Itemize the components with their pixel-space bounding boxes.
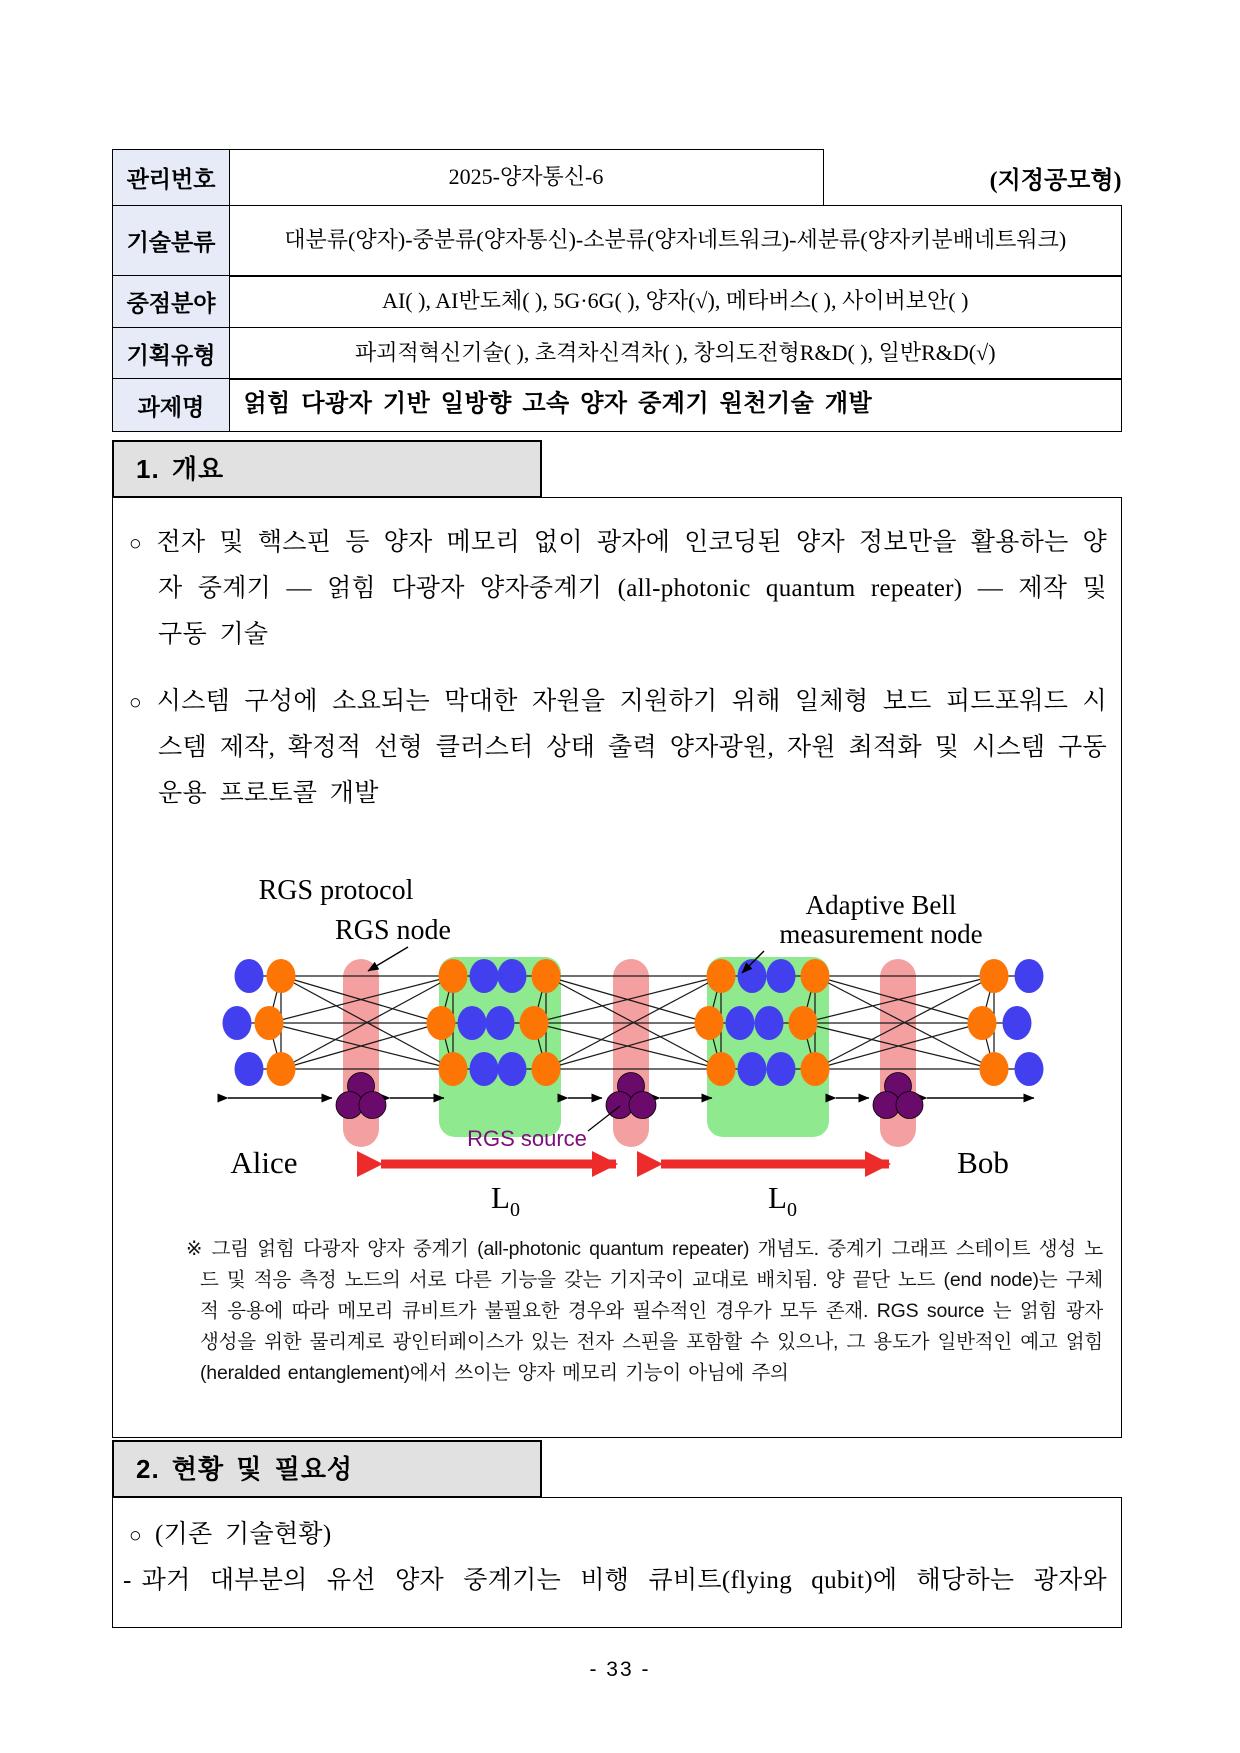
status-dash-line: [113, 1558, 1121, 1604]
photon-node-orange: [968, 1006, 997, 1040]
planning-type-value: 파괴적혁신기술( ), 초격차신격차( ), 창의도전형R&D( ), 일반R&D(√): [229, 327, 1123, 380]
figure-caption: ※ 그림 얽힘 다광자 양자 중계기 (all-photonic quantum repeater) 개념도. 중계기 그래프 스테이트 생성 노드 및 적응 측정 노드의 서로 다른 기능을 갖는 기지국이 교대로 배치됨. 양 끝단 노드 (end node)는 구체적 응용에 따라 메모리 큐비트가 불필요한 경우와 필수적인 경우가 모두 존재. RGS source 는 얽힘 광자 생성을 위한 물리계로 광인터페이스가 있는 전자 스핀을 포함할 수 있으나, 그 용도가 일반적인 예고 얽힘 (heralded entanglement)에서 쓰이는 양자 메모리 기능이 아님에 주의: [186, 1238, 1103, 1384]
photon-node-blue: [235, 959, 264, 993]
label-rgs-node: RGS node: [335, 915, 451, 946]
photon-node-orange: [532, 1052, 561, 1086]
row-label-tech-classification: 기술분류: [112, 205, 230, 277]
table-row: [112, 205, 1122, 277]
section2-header: 2. 현황 및 필요성: [112, 1440, 542, 1498]
label-l0-right: $L_0$: [768, 1180, 797, 1219]
photon-node-blue: [738, 1052, 767, 1086]
photon-node-blue: [767, 959, 796, 993]
photon-node-blue: [498, 1052, 527, 1086]
photon-node-blue: [1015, 959, 1044, 993]
label-adaptive-bell-1: Adaptive Bell: [805, 890, 957, 920]
status-bullet: [113, 1512, 1121, 1558]
photon-node-orange: [520, 1006, 549, 1040]
overview-bullet-1-text: 전자 및 핵스핀 등 양자 메모리 없이 광자에 인코딩된 양자 정보만을 활용하는 양자 중계기 — 얽힘 다광자 양자중계기 (all-photonic quantum repeater) — 제작 및 구동 기술: [156, 529, 1107, 648]
photon-node-orange: [707, 959, 736, 993]
section2-content-box: [112, 1497, 1122, 1628]
rgs-source-cluster: [359, 1092, 386, 1119]
overview-bullet-2-text: 시스템 구성에 소요되는 막대한 자원을 지원하기 위해 일체형 보드 피드포워드 시스템 제작, 확정적 선형 클러스터 상태 출력 양자광원, 자원 최적화 및 시스템 구동 운용 프로토콜 개발: [156, 688, 1108, 807]
project-title-value: 얽힘 다광자 기반 일방향 고속 양자 중계기 원천기술 개발: [229, 378, 1123, 432]
rgs-source-cluster: [896, 1092, 923, 1119]
photon-node-orange: [532, 959, 561, 993]
rgs-source-clusters: [336, 1073, 923, 1119]
table-row: [112, 149, 1122, 206]
overview-bullet-2: [113, 679, 1121, 817]
figure-quantum-repeater: [156, 859, 1066, 1219]
photon-node-orange: [707, 1052, 736, 1086]
photon-node-blue: [755, 1006, 784, 1040]
label-rgs-source: RGS source: [467, 1126, 587, 1151]
circle-bullet-icon: ○: [129, 531, 144, 555]
circle-bullet-icon: ○: [129, 1523, 142, 1547]
photon-node-blue: [726, 1006, 755, 1040]
tech-classification-value: 대분류(양자)-중분류(양자통신)-소분류(양자네트워크)-세분류(양자키분배네트워크): [229, 205, 1123, 277]
photon-node-blue: [1015, 1052, 1044, 1086]
photon-node-blue: [223, 1006, 252, 1040]
circle-bullet-icon: ○: [129, 690, 144, 714]
label-bob: Bob: [957, 1145, 1009, 1180]
photon-node-orange: [695, 1006, 724, 1040]
photon-node-orange: [980, 1052, 1009, 1086]
header-table: [112, 149, 1122, 432]
photon-node-orange: [439, 1052, 468, 1086]
photon-node-blue: [738, 959, 767, 993]
label-alice: Alice: [230, 1145, 298, 1180]
designated-open-call-badge: (지정공모형): [989, 168, 1122, 194]
management-number-value: 2025-양자통신-6: [229, 149, 824, 206]
photon-node-orange: [267, 959, 296, 993]
section1-content-box: [112, 497, 1122, 1438]
focus-area-value: AI( ), AI반도체( ), 5G·6G( ), 양자(√), 메타버스( ), 사이버보안( ): [229, 275, 1123, 328]
overview-bullet-1: [113, 520, 1121, 658]
label-rgs-protocol: RGS protocol: [258, 875, 414, 906]
table-row: [112, 378, 1122, 432]
photon-node-orange: [789, 1006, 818, 1040]
status-bullet-text: (기존 기술현황): [154, 1521, 332, 1548]
photon-node-orange: [801, 1052, 830, 1086]
photon-node-orange: [801, 959, 830, 993]
photon-node-blue: [498, 959, 527, 993]
photon-node-orange: [255, 1006, 284, 1040]
row-label-project-title: 과제명: [112, 378, 230, 432]
label-adaptive-bell-2: measurement node: [779, 919, 983, 949]
table-row: [112, 327, 1122, 380]
section1-header: 1. 개요: [112, 440, 542, 498]
rgs-node-bars: [343, 959, 916, 1147]
rgs-source-cluster: [629, 1092, 656, 1119]
photon-node-orange: [427, 1006, 456, 1040]
label-l0-left: $L_0$: [491, 1180, 520, 1219]
row-label-management-number: 관리번호: [112, 149, 230, 206]
photon-node-blue: [486, 1006, 515, 1040]
photon-node-orange: [267, 1052, 296, 1086]
photon-node-blue: [470, 959, 499, 993]
photon-node-blue: [458, 1006, 487, 1040]
photon-node-blue: [1003, 1006, 1032, 1040]
status-dash-text: 과거 대부분의 유선 양자 중계기는 비행 큐비트(flying qubit)에 해당하는 광자와: [141, 1567, 1107, 1594]
photon-node-blue: [235, 1052, 264, 1086]
photon-node-blue: [470, 1052, 499, 1086]
photon-node-blue: [767, 1052, 796, 1086]
table-row: [112, 275, 1122, 328]
row-label-planning-type: 기획유형: [112, 327, 230, 380]
page-number: - 33 -: [589, 1658, 651, 1681]
photon-node-orange: [980, 959, 1009, 993]
dash-bullet-icon: -: [123, 1567, 132, 1594]
photon-node-orange: [439, 959, 468, 993]
row-label-focus-area: 중점분야: [112, 275, 230, 328]
rgs-node-pointer-arrow: [368, 947, 408, 971]
